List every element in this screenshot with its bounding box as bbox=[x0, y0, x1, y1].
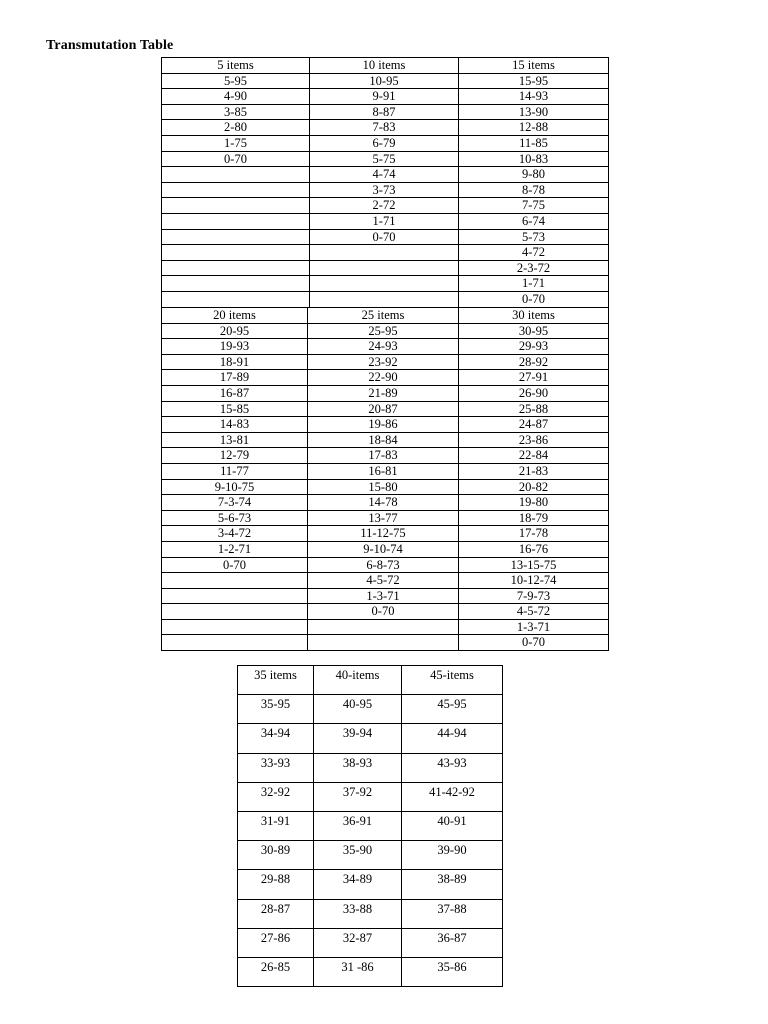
table-row bbox=[162, 276, 609, 292]
table-row bbox=[162, 417, 609, 433]
table-row bbox=[162, 495, 609, 511]
table-cell: 43-93 bbox=[402, 753, 503, 782]
table-cell: 24-93 bbox=[308, 339, 459, 355]
table-row bbox=[238, 957, 503, 986]
column-header: 15 items bbox=[459, 58, 609, 74]
table-cell: 25-95 bbox=[308, 323, 459, 339]
table-cell: 0-70 bbox=[310, 229, 459, 245]
table-row bbox=[162, 135, 609, 151]
table-cell bbox=[162, 182, 310, 198]
table-cell: 39-94 bbox=[314, 724, 402, 753]
table-row bbox=[162, 167, 609, 183]
table-cell: 26-90 bbox=[459, 385, 609, 401]
table-row bbox=[162, 385, 609, 401]
table-row bbox=[162, 479, 609, 495]
table-cell: 11-77 bbox=[162, 463, 308, 479]
page-title: Transmutation Table bbox=[46, 38, 174, 53]
table-cell: 13-15-75 bbox=[459, 557, 609, 573]
table-row bbox=[238, 928, 503, 957]
table-cell: 0-70 bbox=[459, 635, 609, 651]
table-cell: 29-88 bbox=[238, 870, 314, 899]
header-row bbox=[162, 58, 609, 74]
table-cell: 33-88 bbox=[314, 899, 402, 928]
table-cell: 0-70 bbox=[162, 151, 310, 167]
table-row bbox=[162, 229, 609, 245]
table-cell: 0-70 bbox=[459, 291, 609, 307]
table-cell: 7-3-74 bbox=[162, 495, 308, 511]
table-cell: 35-90 bbox=[314, 841, 402, 870]
table-row bbox=[162, 432, 609, 448]
table-row bbox=[238, 695, 503, 724]
table-cell: 24-87 bbox=[459, 417, 609, 433]
column-header: 5 items bbox=[162, 58, 310, 74]
table-cell: 30-89 bbox=[238, 841, 314, 870]
table-cell: 9-10-74 bbox=[308, 541, 459, 557]
table-row bbox=[162, 260, 609, 276]
table-cell: 28-92 bbox=[459, 354, 609, 370]
table-cell: 4-74 bbox=[310, 167, 459, 183]
table-row bbox=[162, 573, 609, 589]
table-cell: 23-86 bbox=[459, 432, 609, 448]
table-cell: 7-83 bbox=[310, 120, 459, 136]
table-cell: 40-95 bbox=[314, 695, 402, 724]
table-row bbox=[162, 541, 609, 557]
table-row bbox=[162, 339, 609, 355]
table-cell: 30-95 bbox=[459, 323, 609, 339]
table-row bbox=[162, 73, 609, 89]
table-cell: 35-95 bbox=[238, 695, 314, 724]
column-header: 35 items bbox=[238, 666, 314, 695]
table-cell: 19-80 bbox=[459, 495, 609, 511]
table-cell: 6-79 bbox=[310, 135, 459, 151]
header-row bbox=[162, 308, 609, 324]
table-cell: 36-91 bbox=[314, 811, 402, 840]
table-cell bbox=[162, 604, 308, 620]
table-cell: 1-71 bbox=[459, 276, 609, 292]
table-cell: 41-42-92 bbox=[402, 782, 503, 811]
table-row bbox=[162, 120, 609, 136]
table-cell: 25-88 bbox=[459, 401, 609, 417]
table-cell bbox=[162, 276, 310, 292]
table-cell bbox=[162, 619, 308, 635]
table-cell: 31 -86 bbox=[314, 957, 402, 986]
table-cell: 16-76 bbox=[459, 541, 609, 557]
table-cell: 13-81 bbox=[162, 432, 308, 448]
transmutation-table-5-10-15 bbox=[161, 57, 609, 308]
table-cell: 29-93 bbox=[459, 339, 609, 355]
table-cell: 38-93 bbox=[314, 753, 402, 782]
column-header: 25 items bbox=[308, 308, 459, 324]
table-cell: 34-94 bbox=[238, 724, 314, 753]
table-cell: 26-85 bbox=[238, 957, 314, 986]
transmutation-table-20-25-30 bbox=[161, 307, 609, 651]
table-cell bbox=[308, 619, 459, 635]
table-cell: 3-73 bbox=[310, 182, 459, 198]
table-cell: 18-84 bbox=[308, 432, 459, 448]
table-cell: 4-72 bbox=[459, 245, 609, 261]
table-cell: 5-95 bbox=[162, 73, 310, 89]
table-row bbox=[162, 370, 609, 386]
table-row bbox=[238, 782, 503, 811]
table-row bbox=[162, 198, 609, 214]
table-cell: 37-88 bbox=[402, 899, 503, 928]
table-row bbox=[162, 151, 609, 167]
table-cell: 28-87 bbox=[238, 899, 314, 928]
table-cell: 15-80 bbox=[308, 479, 459, 495]
table-cell bbox=[310, 245, 459, 261]
table-row bbox=[162, 401, 609, 417]
table-cell bbox=[310, 291, 459, 307]
table-row bbox=[162, 89, 609, 105]
table-cell: 4-5-72 bbox=[459, 604, 609, 620]
table-row bbox=[238, 724, 503, 753]
table-cell bbox=[162, 588, 308, 604]
table-cell: 12-79 bbox=[162, 448, 308, 464]
table-cell: 20-87 bbox=[308, 401, 459, 417]
table-cell: 10-95 bbox=[310, 73, 459, 89]
table-cell: 4-5-72 bbox=[308, 573, 459, 589]
table-cell bbox=[162, 229, 310, 245]
table-cell: 12-88 bbox=[459, 120, 609, 136]
table-cell bbox=[162, 260, 310, 276]
table-cell: 20-95 bbox=[162, 323, 308, 339]
table-cell: 38-89 bbox=[402, 870, 503, 899]
table-cell: 1-71 bbox=[310, 213, 459, 229]
table-cell: 18-91 bbox=[162, 354, 308, 370]
table-cell: 16-87 bbox=[162, 385, 308, 401]
table-row bbox=[162, 245, 609, 261]
table-cell: 9-10-75 bbox=[162, 479, 308, 495]
table-cell: 3-85 bbox=[162, 104, 310, 120]
table-row bbox=[162, 604, 609, 620]
table-cell bbox=[162, 573, 308, 589]
table-cell: 8-78 bbox=[459, 182, 609, 198]
column-header: 10 items bbox=[310, 58, 459, 74]
table-row bbox=[162, 463, 609, 479]
table-cell: 13-77 bbox=[308, 510, 459, 526]
table-cell bbox=[162, 198, 310, 214]
table-cell: 6-74 bbox=[459, 213, 609, 229]
table-cell: 40-91 bbox=[402, 811, 503, 840]
table-cell: 15-85 bbox=[162, 401, 308, 417]
table-row bbox=[162, 104, 609, 120]
table-row bbox=[162, 510, 609, 526]
table-cell: 5-73 bbox=[459, 229, 609, 245]
table-cell: 4-90 bbox=[162, 89, 310, 105]
table-cell: 9-80 bbox=[459, 167, 609, 183]
table-cell: 19-93 bbox=[162, 339, 308, 355]
table-row bbox=[162, 619, 609, 635]
column-header: 30 items bbox=[459, 308, 609, 324]
table-cell: 44-94 bbox=[402, 724, 503, 753]
table-cell: 3-4-72 bbox=[162, 526, 308, 542]
table-cell: 45-95 bbox=[402, 695, 503, 724]
table-cell: 27-91 bbox=[459, 370, 609, 386]
table-cell: 15-95 bbox=[459, 73, 609, 89]
table-cell: 1-3-71 bbox=[459, 619, 609, 635]
table-cell: 0-70 bbox=[162, 557, 308, 573]
table-cell: 6-8-73 bbox=[308, 557, 459, 573]
column-header: 45-items bbox=[402, 666, 503, 695]
table-cell: 17-89 bbox=[162, 370, 308, 386]
table-cell: 10-12-74 bbox=[459, 573, 609, 589]
table-cell: 18-79 bbox=[459, 510, 609, 526]
table-row bbox=[162, 182, 609, 198]
table-cell bbox=[310, 260, 459, 276]
table-cell: 33-93 bbox=[238, 753, 314, 782]
table-cell bbox=[308, 635, 459, 651]
table-row bbox=[238, 841, 503, 870]
header-row bbox=[238, 666, 503, 695]
table-cell: 32-92 bbox=[238, 782, 314, 811]
table-row bbox=[238, 811, 503, 840]
column-header: 20 items bbox=[162, 308, 308, 324]
table-cell: 17-78 bbox=[459, 526, 609, 542]
table-cell: 36-87 bbox=[402, 928, 503, 957]
table-cell: 20-82 bbox=[459, 479, 609, 495]
table-row bbox=[162, 588, 609, 604]
table-cell: 22-84 bbox=[459, 448, 609, 464]
table-cell: 17-83 bbox=[308, 448, 459, 464]
table-cell: 7-9-73 bbox=[459, 588, 609, 604]
table-cell: 16-81 bbox=[308, 463, 459, 479]
table-cell bbox=[162, 245, 310, 261]
table-cell: 13-90 bbox=[459, 104, 609, 120]
table-cell: 32-87 bbox=[314, 928, 402, 957]
table-cell bbox=[162, 291, 310, 307]
table-cell bbox=[310, 276, 459, 292]
table-cell: 22-90 bbox=[308, 370, 459, 386]
table-cell: 14-83 bbox=[162, 417, 308, 433]
table-cell: 35-86 bbox=[402, 957, 503, 986]
table-cell: 14-78 bbox=[308, 495, 459, 511]
table-cell: 34-89 bbox=[314, 870, 402, 899]
table-cell: 39-90 bbox=[402, 841, 503, 870]
table-cell: 10-83 bbox=[459, 151, 609, 167]
table-cell bbox=[162, 167, 310, 183]
table-cell: 14-93 bbox=[459, 89, 609, 105]
table-cell: 1-2-71 bbox=[162, 541, 308, 557]
table-row bbox=[238, 870, 503, 899]
table-cell: 31-91 bbox=[238, 811, 314, 840]
table-cell: 23-92 bbox=[308, 354, 459, 370]
table-cell: 11-85 bbox=[459, 135, 609, 151]
table-row bbox=[162, 323, 609, 339]
transmutation-table-35-40-45 bbox=[237, 665, 503, 987]
table-row bbox=[162, 526, 609, 542]
table-cell bbox=[162, 213, 310, 229]
table-cell bbox=[162, 635, 308, 651]
table-cell: 37-92 bbox=[314, 782, 402, 811]
table-cell: 2-3-72 bbox=[459, 260, 609, 276]
table-cell: 21-89 bbox=[308, 385, 459, 401]
table-cell: 8-87 bbox=[310, 104, 459, 120]
table-row bbox=[238, 899, 503, 928]
table-cell: 9-91 bbox=[310, 89, 459, 105]
table-row bbox=[162, 635, 609, 651]
table-cell: 2-72 bbox=[310, 198, 459, 214]
table-cell: 5-75 bbox=[310, 151, 459, 167]
table-cell: 1-75 bbox=[162, 135, 310, 151]
table-row bbox=[162, 448, 609, 464]
table-row bbox=[162, 557, 609, 573]
table-cell: 2-80 bbox=[162, 120, 310, 136]
table-cell: 7-75 bbox=[459, 198, 609, 214]
table-cell: 21-83 bbox=[459, 463, 609, 479]
table-row bbox=[162, 354, 609, 370]
table-cell: 19-86 bbox=[308, 417, 459, 433]
table-row bbox=[162, 213, 609, 229]
table-cell: 0-70 bbox=[308, 604, 459, 620]
table-cell: 5-6-73 bbox=[162, 510, 308, 526]
table-row bbox=[238, 753, 503, 782]
table-cell: 27-86 bbox=[238, 928, 314, 957]
column-header: 40-items bbox=[314, 666, 402, 695]
table-cell: 11-12-75 bbox=[308, 526, 459, 542]
table-row bbox=[162, 291, 609, 307]
table-cell: 1-3-71 bbox=[308, 588, 459, 604]
